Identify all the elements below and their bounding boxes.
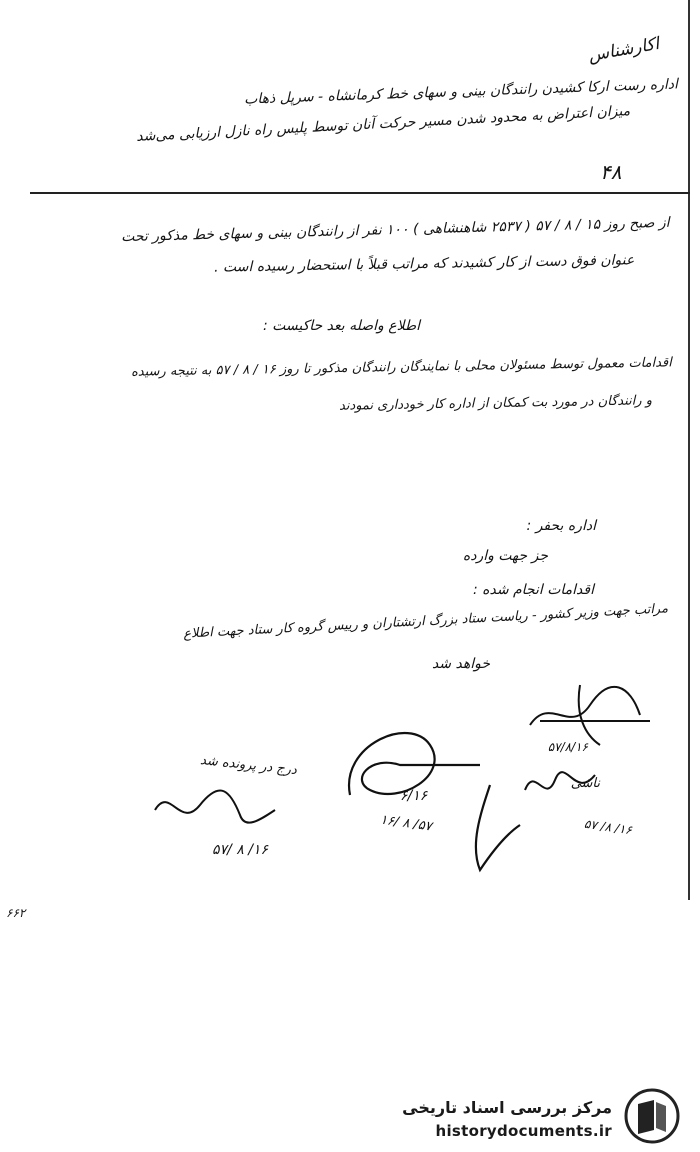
text-line-4: عنوان فوق دست از کار کشیدند که مراتب قبلاً با استحضار رسیده است . <box>213 252 635 276</box>
text-line-2: میزان اعتراض به محدود شدن مسیر حرکت آنان توسط پلیس راه نازل ارزیابی می‌شد <box>135 103 631 145</box>
text-line-8: اداره بحفر : <box>526 518 596 534</box>
margin-mark: ۶۶۲ <box>6 906 26 920</box>
page-number: ۴۸ <box>600 160 622 184</box>
signature-right-top <box>520 675 660 755</box>
section-divider <box>30 192 690 194</box>
archive-url: historydocuments.ir <box>435 1122 612 1140</box>
text-line-9: جز جهت وارده <box>462 548 548 564</box>
archive-logo-icon <box>624 1088 680 1144</box>
annot-left-1: درج در پرونده شد <box>199 752 298 779</box>
archive-name: مرکز بررسی اسناد تاریخی <box>402 1098 612 1117</box>
annot-date-2: ۱۶/ ۸/ ۵۷ <box>583 816 633 838</box>
annot-mid: ۵۷/ ۸ /۱۶ <box>379 812 433 835</box>
annot-mid-date: ۶/۱۶ <box>400 788 428 804</box>
right-border <box>688 0 690 900</box>
annot-right: ناشی <box>570 776 600 791</box>
text-line-7: و رانندگان در مورد بت کمکان از اداره کار خودداری نمودند <box>338 393 653 414</box>
text-line-5: اطلاع واصله بعد حاکیست : <box>263 318 420 334</box>
text-line-12: خواهد شد <box>431 656 490 672</box>
text-line-11: مراتب جهت وزیر کشور - ریاست ستاد بزرگ ارتشتاران و رییس گروه کار ستاد جهت اطلاع <box>182 601 669 642</box>
annot-left-2: ۱۶/ ۸ /۵۷ <box>212 842 268 858</box>
text-line-10: اقدامات انجام شده : <box>472 582 594 598</box>
annot-date-1: ۵۷/۸/۱۶ <box>547 740 588 754</box>
top-note: اکارشناس <box>587 33 662 67</box>
text-line-1: اداره رست ارکا کشیدن را‌نندگان بینی و سهای خط کرمانشاه - سرپل ذهاب <box>243 76 679 108</box>
signature-left <box>150 780 280 850</box>
text-line-6: اقدامات معمول توسط مسئولان محلی با نمایندگان رانندگان مذکور تا روز ۱۶ / ۸ / ۵۷ به نتیجه رسیده <box>131 355 673 380</box>
signature-middle <box>330 705 530 875</box>
text-line-3: از صبح روز ۱۵ / ۸ / ۵۷ ( ۲۵۳۷ شاهنشاهی ) ۱۰۰ نفر از رانندگان بینی و سهای خط مذکور تحت <box>121 214 671 246</box>
